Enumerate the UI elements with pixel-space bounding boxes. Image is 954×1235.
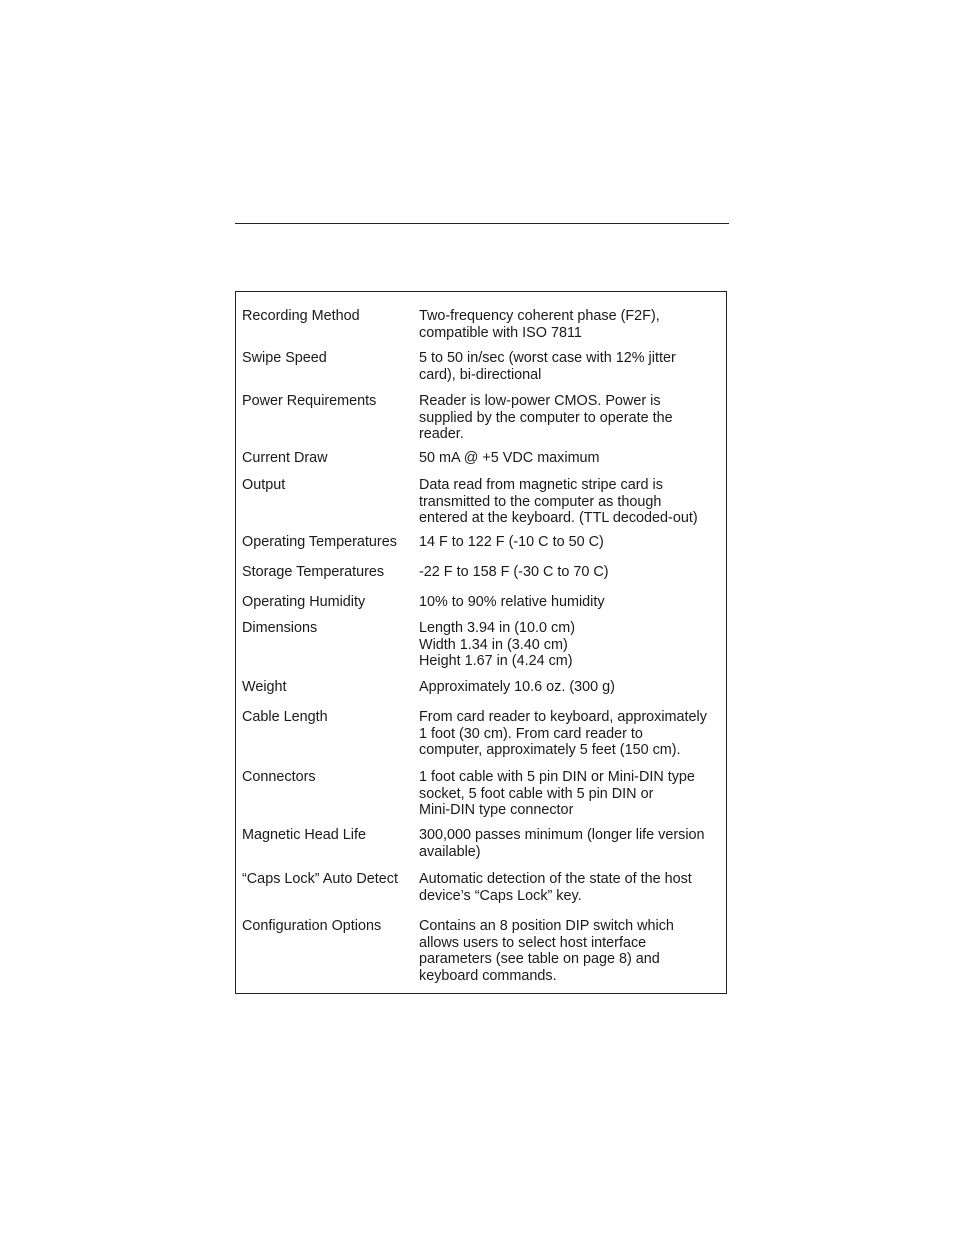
specifications-table bbox=[235, 291, 727, 994]
spec-label: Swipe Speed bbox=[242, 350, 327, 366]
spec-label: Connectors bbox=[242, 769, 316, 785]
spec-value: Automatic detection of the state of the host device’s “Caps Lock” key. bbox=[419, 871, 692, 904]
spec-label: Storage Temperatures bbox=[242, 564, 385, 580]
spec-label: Dimensions bbox=[242, 620, 318, 636]
spec-value: Approximately 10.6 oz. (300 g) bbox=[419, 679, 615, 695]
spec-label: Operating Humidity bbox=[242, 594, 366, 610]
spec-label: Output bbox=[242, 477, 286, 493]
spec-label: Current Draw bbox=[242, 450, 328, 466]
spec-label: “Caps Lock” Auto Detect bbox=[242, 871, 398, 887]
spec-label: Weight bbox=[242, 679, 287, 695]
spec-value: Reader is low-power CMOS. Power is supplied by the computer to operate the reader. bbox=[419, 393, 673, 443]
spec-value: 10% to 90% relative humidity bbox=[419, 594, 605, 610]
spec-value: Contains an 8 position DIP switch which allows users to select host interface parameters (see table on page 8) and keyboard commands. bbox=[419, 918, 674, 985]
spec-value: From card reader to keyboard, approximately 1 foot (30 cm). From card reader to computer, approximately 5 feet (150 cm). bbox=[419, 709, 707, 759]
spec-value: 14 F to 122 F (-10 C to 50 C) bbox=[419, 534, 604, 550]
spec-value: 50 mA @ +5 VDC maximum bbox=[419, 450, 600, 466]
spec-value: Two-frequency coherent phase (F2F), compatible with ISO 7811 bbox=[419, 308, 660, 341]
spec-value: Data read from magnetic stripe card is transmitted to the computer as though entered at the keyboard. (TTL decoded-out) bbox=[419, 477, 698, 527]
spec-label: Magnetic Head Life bbox=[242, 827, 366, 843]
spec-value: 1 foot cable with 5 pin DIN or Mini-DIN type socket, 5 foot cable with 5 pin DIN or Mini-DIN type connector bbox=[419, 769, 695, 819]
spec-label: Cable Length bbox=[242, 709, 328, 725]
spec-value: 5 to 50 in/sec (worst case with 12% jitter card), bi-directional bbox=[419, 350, 676, 383]
spec-label: Recording Method bbox=[242, 308, 360, 324]
header-rule bbox=[235, 223, 729, 224]
spec-label: Operating Temperatures bbox=[242, 534, 397, 550]
spec-label: Configuration Options bbox=[242, 918, 382, 934]
spec-label: Power Requirements bbox=[242, 393, 377, 409]
spec-value: -22 F to 158 F (-30 C to 70 C) bbox=[419, 564, 609, 580]
spec-value: 300,000 passes minimum (longer life version available) bbox=[419, 827, 705, 860]
spec-value: Length 3.94 in (10.0 cm) Width 1.34 in (3.40 cm) Height 1.67 in (4.24 cm) bbox=[419, 620, 575, 670]
